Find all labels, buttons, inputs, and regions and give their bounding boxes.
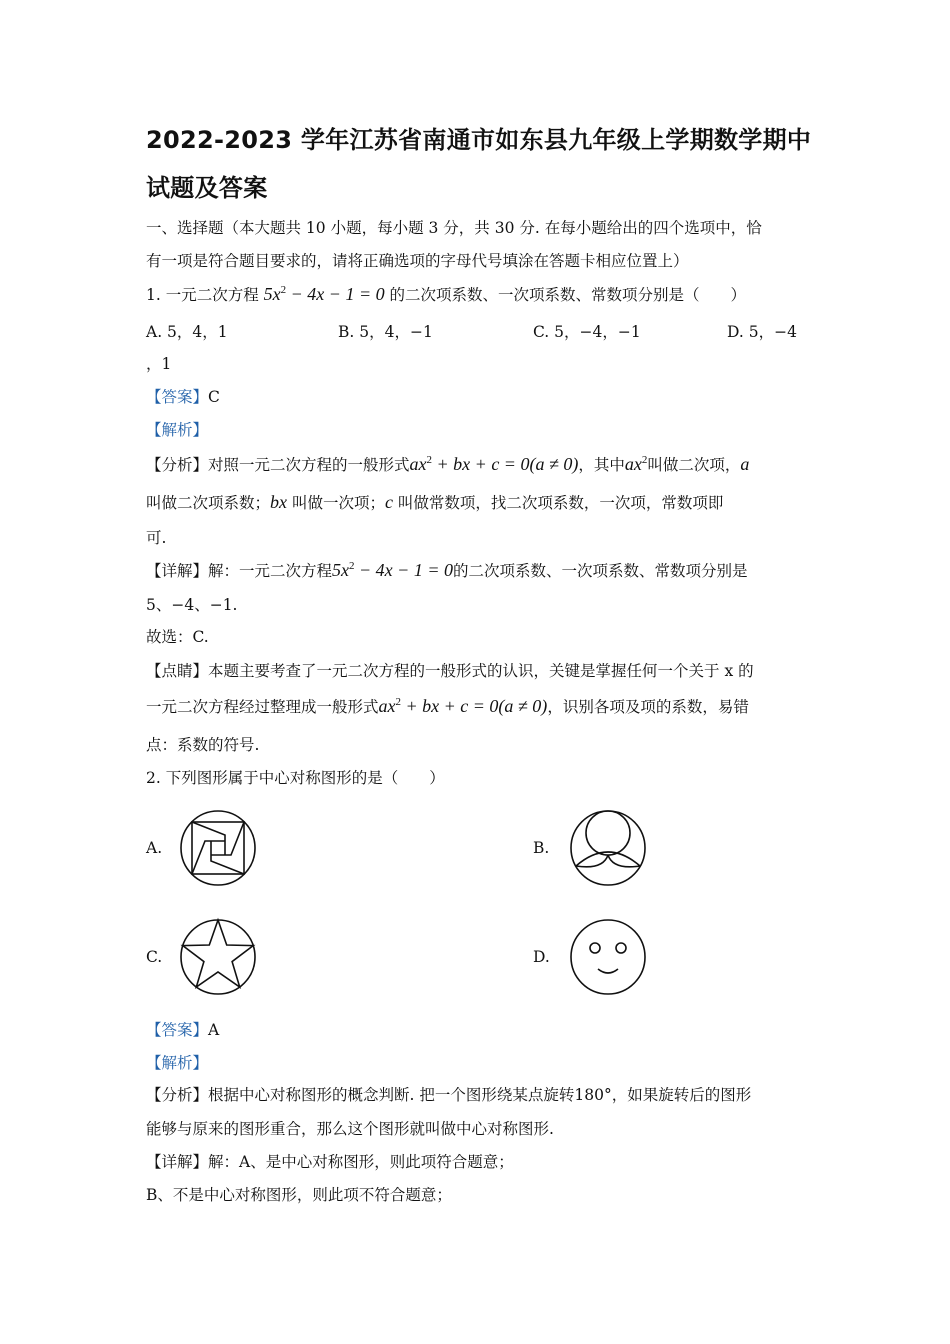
q1-fenxi-text: 叫做一次项；	[287, 494, 385, 512]
q1-analysis-tag: 【解析】	[146, 421, 209, 439]
figure-d-smiley-face	[568, 917, 648, 997]
q1-equation: $5x^2 - 4x - 1 = 0$	[263, 284, 385, 304]
q1-fenxi-line1	[146, 453, 749, 475]
term-ax2: $ax^2$	[624, 454, 648, 474]
fenxi-tag: 【分析】	[146, 456, 209, 474]
q1-stem-rest: 的二次项系数、一次项系数、常数项分别是（ ）	[389, 286, 747, 304]
q1-note-line3: 点：系数的符号.	[146, 736, 260, 754]
section-intro-line2: 有一项是符合题目要求的，请将正确选项的字母代号填涂在答题卡相应位置上）	[146, 252, 689, 270]
document-title-line1: 2022-2023 学年江苏省南通市如东县九年级上学期数学期中	[146, 126, 812, 154]
q2-fenxi-line1	[146, 1083, 751, 1105]
q2-label-b: B.	[533, 839, 550, 857]
answer-tag: 【答案】	[146, 388, 209, 406]
q2-analysis-tag: 【解析】	[146, 1054, 209, 1072]
note-tag: 【点睛】	[146, 662, 209, 680]
term-c: c	[384, 492, 393, 512]
q1-stem	[146, 283, 746, 305]
section-intro-line1: 一、选择题（本大题共 10 小题，每小题 3 分，共 30 分. 在每小题给出的四个选项中，恰	[146, 219, 762, 237]
q1-answer	[146, 385, 220, 407]
q1-fenxi-text: 对照一元二次方程的一般形式	[208, 456, 410, 474]
general-form-equation: $ax^2$ + bx + c = 0(a ≠ 0)	[409, 454, 579, 474]
q2-detail-line1	[146, 1150, 514, 1172]
q1-fenxi-text: 叫做常数项，找二次项系数，一次项，常数项即	[392, 494, 724, 512]
q1-option-d-tail: ，1	[146, 355, 172, 373]
q2-stem: 2. 下列图形属于中心对称图形的是（ ）	[146, 769, 445, 787]
q1-fenxi-line3: 可.	[146, 529, 167, 547]
q1-answer-value: C	[208, 388, 220, 406]
figure-b-three-arcs	[568, 808, 648, 888]
q1-detail-line1	[146, 559, 747, 581]
q1-option-d: D. 5，−4	[727, 323, 797, 341]
q1-note-equation: $ax^2$ + bx + c = 0(a ≠ 0)	[378, 696, 548, 716]
q1-choose: 故选：C.	[146, 628, 209, 646]
detail-tag: 【详解】	[146, 562, 209, 580]
q2-label-a: A.	[146, 839, 163, 857]
q2-fenxi-text: 根据中心对称图形的概念判断. 把一个图形绕某点旋转180°，如果旋转后的图形	[208, 1086, 752, 1104]
fenxi-tag: 【分析】	[146, 1086, 209, 1104]
q1-detail-line2: 5、−4、−1.	[146, 596, 238, 614]
figure-c-star	[178, 917, 258, 997]
q2-detail-line2: B、不是中心对称图形，则此项不符合题意；	[146, 1186, 452, 1204]
term-a: a	[740, 454, 750, 474]
q1-number: 1. 一元二次方程	[146, 286, 259, 304]
q2-fenxi-line2: 能够与原来的图形重合，那么这个图形就叫做中心对称图形.	[146, 1120, 554, 1138]
detail-tag: 【详解】	[146, 1153, 209, 1171]
q2-label-d: D.	[533, 948, 550, 966]
q1-option-a: A. 5，4，1	[146, 323, 228, 341]
term-bx: bx	[270, 492, 288, 512]
q1-note-line2	[146, 695, 749, 717]
q2-answer-value: A	[208, 1021, 220, 1039]
q1-fenxi-line2	[146, 491, 723, 513]
q1-detail-equation: $5x^2 - 4x - 1 = 0$	[332, 560, 453, 580]
q1-option-c: C. 5，−4，−1	[533, 323, 641, 341]
q1-fenxi-text: 叫做二次项，	[647, 456, 741, 474]
q1-detail-text: 解：一元二次方程	[208, 562, 333, 580]
q1-detail-text: 的二次项系数、一次项系数、常数项分别是	[452, 562, 748, 580]
q2-label-c: C.	[146, 948, 163, 966]
answer-tag: 【答案】	[146, 1021, 209, 1039]
q2-answer	[146, 1018, 219, 1040]
figure-a-pinwheel-square	[178, 808, 258, 888]
q1-note-text: 本题主要考查了一元二次方程的一般形式的认识，关键是掌握任何一个关于 x 的	[208, 662, 754, 680]
q1-fenxi-text: ，其中	[578, 456, 625, 474]
q1-note-line1	[146, 659, 754, 681]
q1-note-text: 一元二次方程经过整理成一般形式	[146, 698, 379, 716]
q1-note-text: ，识别各项及项的系数，易错	[547, 698, 749, 716]
q2-detail-text: 解：A、是中心对称图形，则此项符合题意；	[208, 1153, 514, 1171]
q1-fenxi-text: 叫做二次项系数；	[146, 494, 271, 512]
document-title-line2: 试题及答案	[146, 174, 268, 202]
q1-option-b: B. 5，4，−1	[338, 323, 433, 341]
